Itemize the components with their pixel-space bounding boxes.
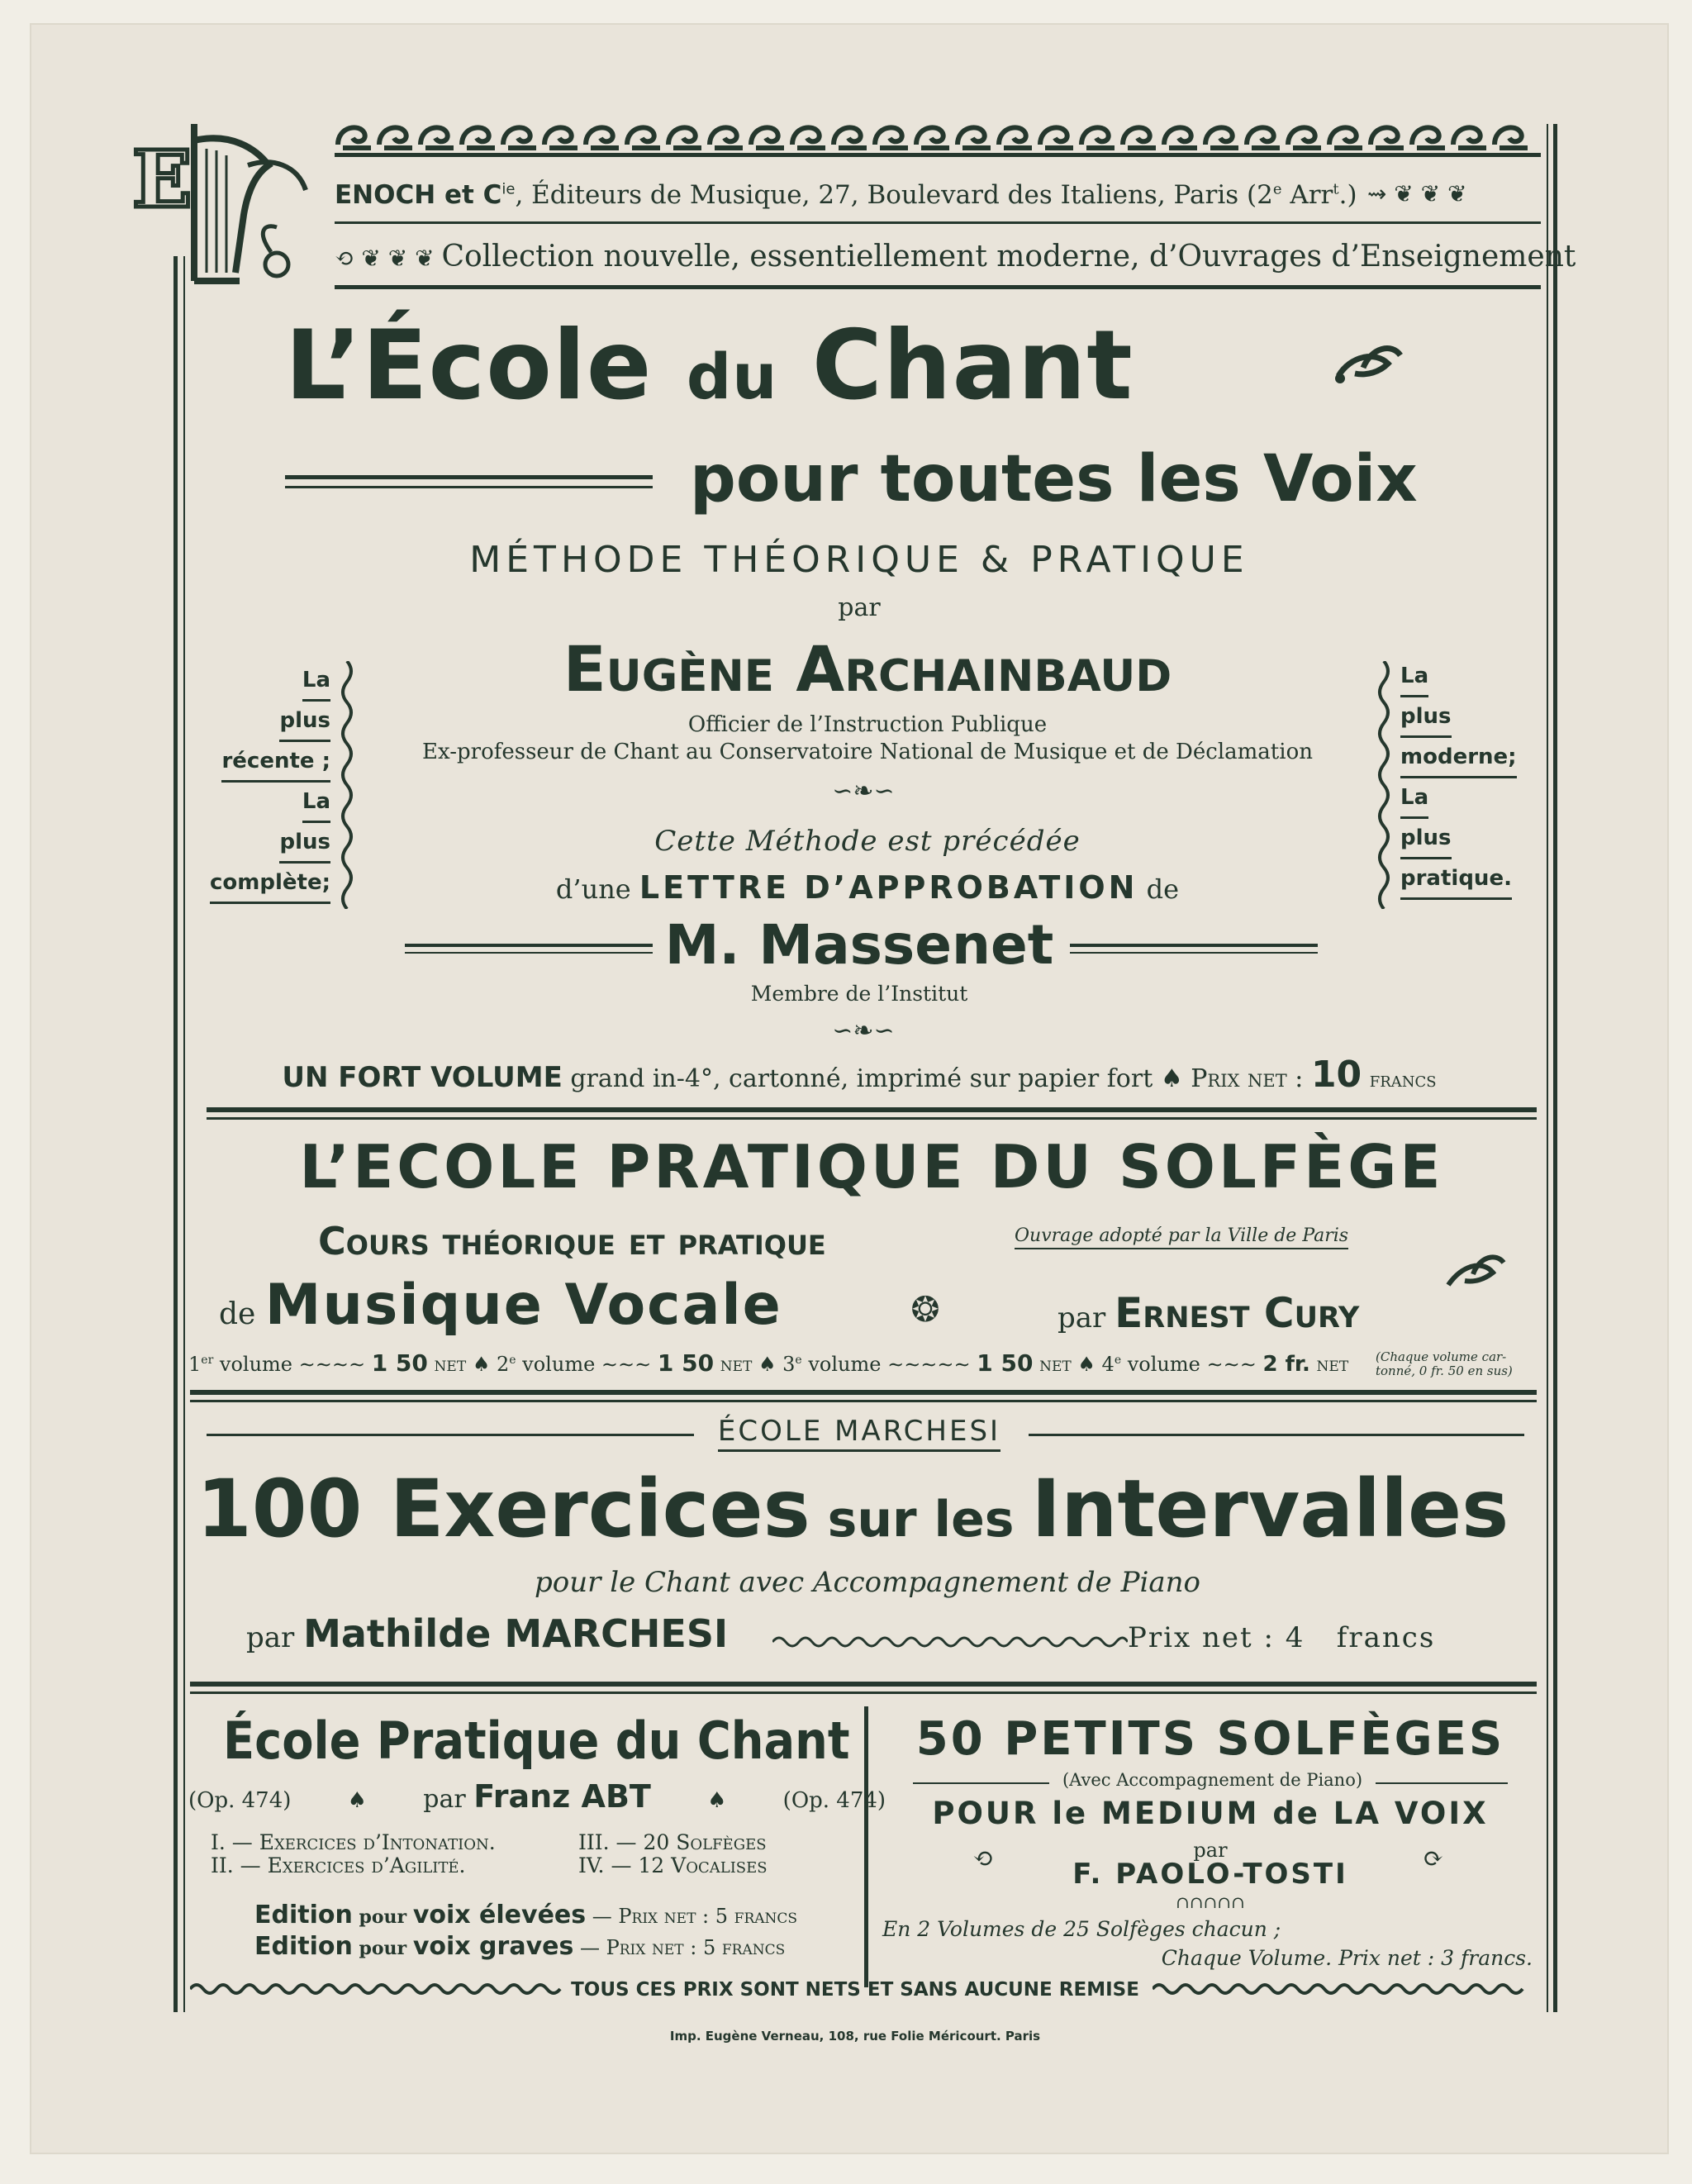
right-side-list: La plus moderne; La plus pratique. (1400, 657, 1533, 900)
svg-text:E: E (132, 134, 192, 226)
top-ornament-band (335, 120, 1541, 163)
fleuron-icon: ♠ (472, 1353, 497, 1376)
subtitle-rule (285, 475, 653, 488)
left-side-list: La plus récente ; La plus complète; (198, 661, 330, 904)
musique-vocale-line: de Musique Vocale (219, 1273, 782, 1338)
marchesi-title: 100 Exercices sur les Intervalles (197, 1463, 1509, 1555)
wave-ornament-unit (834, 127, 867, 148)
volume-4: 4e volume ∼∼∼ 2 fr. net (1101, 1352, 1349, 1377)
left-border (173, 256, 178, 2012)
leaf-ornament-icon (1330, 339, 1404, 397)
wave-ornament-unit (751, 127, 784, 148)
wave-ornament-unit (421, 127, 454, 148)
section-divider-1 (207, 1107, 1537, 1112)
wave-ornament-unit (1040, 127, 1073, 148)
wave-ornament-unit (503, 127, 536, 148)
right-border (1553, 124, 1557, 2012)
fleuron-icon: ♠ (347, 1788, 367, 1813)
tosti-par: par (1193, 1839, 1228, 1862)
fleuron-icon: ♠ (707, 1788, 727, 1813)
section-divider-3b (190, 1692, 1537, 1694)
solfege-course: Cours théorique et pratique (318, 1219, 826, 1263)
tosti-volumes: En 2 Volumes de 25 Solfèges chacun ; (882, 1917, 1281, 1941)
tosti-author: F. PAOLO-TOSTI (1072, 1858, 1348, 1891)
par-label: par (838, 593, 881, 622)
wave-ornament-unit (1495, 127, 1528, 148)
volume-2: 2e volume ∼∼∼ 1 50 net (496, 1349, 753, 1377)
bottom-column-divider (864, 1706, 868, 1987)
fleuron-icon: ♠ (758, 1353, 783, 1376)
tosti-medium: POUR le MEDIUM de LA VOIX (932, 1796, 1489, 1831)
wave-ornament-unit (958, 127, 991, 148)
solfege-adopted: Ouvrage adopté par la Ville de Paris (1015, 1225, 1403, 1246)
wave-ornament-unit (916, 127, 949, 148)
method-line: MÉTHODE THÉORIQUE & PRATIQUE (469, 539, 1249, 581)
abt-op-line: (Op. 474) ♠ par Franz ABT ♠ (Op. 474) (188, 1778, 886, 1815)
marchesi-rule-right (1029, 1434, 1524, 1436)
list-item: II. — Exercices d’Agilité. (211, 1853, 466, 1877)
section-divider-1b (207, 1117, 1537, 1120)
harp-icon (132, 116, 314, 289)
abt-items-right (578, 1831, 843, 1877)
scroll-ornament-icon: ⟳ (1423, 1844, 1444, 1873)
publisher-logo (132, 116, 314, 289)
wave-ornament-unit (668, 127, 701, 148)
ecole-chant-subtitle: pour toutes les Voix (690, 442, 1418, 516)
list-item: IV. — 12 Vocalises (578, 1853, 768, 1877)
abt-edition-2: Edition pour voix graves — Prix net : 5 francs (254, 1932, 786, 1961)
collection-line: ⟲ ❦ ❦ ❦ Collection nouvelle, essentiellement moderne, d’Ouvrages d’Enseignement (335, 240, 1576, 274)
wave-ornament-unit (1164, 127, 1197, 148)
author-name: Eugène Archainbaud (563, 632, 1172, 706)
ecole-chant-title: L’École du Chant (285, 310, 1134, 421)
bottom-wavy-rule-right (1153, 1979, 1528, 1999)
list-item: III. — 20 Solfèges (578, 1830, 767, 1854)
fleuron-icon: ♠ (1160, 1064, 1191, 1093)
wave-ornament-unit (710, 127, 743, 148)
left-border-inner (183, 256, 185, 2012)
tosti-rule-left (913, 1782, 1049, 1784)
preceded-line: Cette Méthode est précédée (654, 825, 1081, 858)
cury-line: par Ernest Cury (1058, 1289, 1360, 1337)
wave-ornament-unit (1123, 127, 1156, 148)
massenet-rule-right (1070, 944, 1318, 954)
section-divider-2 (190, 1390, 1537, 1395)
tosti-title: 50 PETITS SOLFÈGES (915, 1712, 1505, 1766)
tosti-accomp: (Avec Accompagnement de Piano) (1062, 1770, 1363, 1790)
section-divider-2b (190, 1400, 1537, 1402)
marchesi-author-line: par Mathilde MARCHESI (246, 1611, 729, 1656)
abt-title: École Pratique du Chant (223, 1711, 850, 1771)
marchesi-school: ÉCOLE MARCHESI (694, 1415, 1024, 1448)
marchesi-price: Prix net : 4 francs (1128, 1621, 1436, 1654)
small-ornament-icon: ∩∩∩∩∩ (1176, 1892, 1245, 1912)
fleuron-icon: ♠ (1077, 1353, 1102, 1376)
tosti-rule-right (1376, 1782, 1508, 1784)
right-wavy-line (1371, 661, 1396, 909)
bottom-wavy-rule-left (190, 1979, 566, 1999)
list-item: I. — Exercices d’Intonation. (211, 1830, 496, 1854)
solfege-volumes (188, 1349, 1543, 1377)
volume-3: 3e volume ∼∼∼∼∼ 1 50 net (782, 1349, 1072, 1377)
section-divider-3 (190, 1682, 1537, 1687)
publisher-name: ENOCH et C (335, 180, 502, 210)
scroll-ornament-icon: ⟲ (972, 1844, 994, 1873)
massenet-name: M. Massenet (664, 913, 1054, 977)
volume-1: 1er volume ∼∼∼∼ 1 50 net (188, 1349, 467, 1377)
wave-ornament-unit (1329, 127, 1362, 148)
wave-ornament-unit (1412, 127, 1445, 148)
wave-ornament-unit (792, 127, 825, 148)
printer-line: Imp. Eugène Verneau, 108, rue Folie Méricourt. Paris (669, 2029, 1041, 2044)
header-rule-1 (335, 221, 1541, 224)
author-title-1: Officier de l’Instruction Publique (687, 712, 1048, 737)
wave-ornament-unit (1371, 127, 1404, 148)
publisher-line: ENOCH et $C^{ie}$, Éditeurs de Musique, 27, Boulevard des Italiens, Paris (2e Arr$^t$.) ⇝ ❦ ❦ ❦ (335, 180, 1467, 210)
wave-ornament-unit (379, 127, 412, 148)
abt-edition-1: Edition pour voix élevées — Prix net : 5 francs (254, 1901, 798, 1929)
footer-notice: TOUS CES PRIX SONT NETS ET SANS AUCUNE REMISE (571, 1979, 1139, 2001)
marchesi-subtitle: pour le Chant avec Accompagnement de Piano (535, 1566, 1200, 1599)
letter-line: d’une LETTRE D’APPROBATION de (555, 869, 1180, 906)
wavy-rule (772, 1632, 1128, 1652)
left-wavy-line (335, 661, 359, 909)
massenet-title: Membre de l’Institut (750, 982, 968, 1006)
wave-ornament-unit (586, 127, 619, 148)
wave-ornament-unit (338, 127, 371, 148)
wave-ornament-unit (1081, 127, 1115, 148)
wave-ornament-unit (1247, 127, 1280, 148)
fleuron-icon: ⇝ ❦ ❦ ❦ (1367, 180, 1467, 207)
diamond-ornament-icon: ❂ (910, 1289, 940, 1330)
solfege-title: L’ECOLE PRATIQUE DU SOLFÈGE (299, 1132, 1444, 1201)
scroll-ornament-icon: ∽❧∽ (832, 777, 895, 806)
wave-ornament (335, 153, 1541, 157)
wave-ornament-unit (627, 127, 660, 148)
author-title-2: Ex-professeur de Chant au Conservatoire National de Musique et de Déclamation (422, 740, 1313, 764)
fleuron-icon: ⟲ ❦ ❦ ❦ (335, 245, 442, 272)
tosti-price: Chaque Volume. Prix net : 3 francs. (1161, 1946, 1533, 1970)
wave-ornament-unit (544, 127, 577, 148)
wave-ornament-unit (1205, 127, 1238, 148)
wave-ornament-unit (1288, 127, 1321, 148)
solfege-volume-note: (Chaque volume car- tonné, 0 fr. 50 en sus) (1376, 1349, 1513, 1378)
wave-ornament-unit (462, 127, 495, 148)
massenet-rule-left (405, 944, 653, 954)
scroll-ornament-icon: ∽❧∽ (832, 1016, 895, 1045)
abt-items-left (211, 1831, 558, 1877)
volume-line: UN FORT VOLUME grand in-4°, cartonné, imprimé sur papier fort ♠ Prix net : 10 francs (282, 1054, 1437, 1096)
wave-ornament-unit (999, 127, 1032, 148)
wave-ornament-unit (875, 127, 908, 148)
wave-ornament-unit (1453, 127, 1486, 148)
marchesi-rule-left (207, 1434, 694, 1436)
header-rule-2 (335, 285, 1541, 289)
right-border-inner (1547, 124, 1548, 2012)
